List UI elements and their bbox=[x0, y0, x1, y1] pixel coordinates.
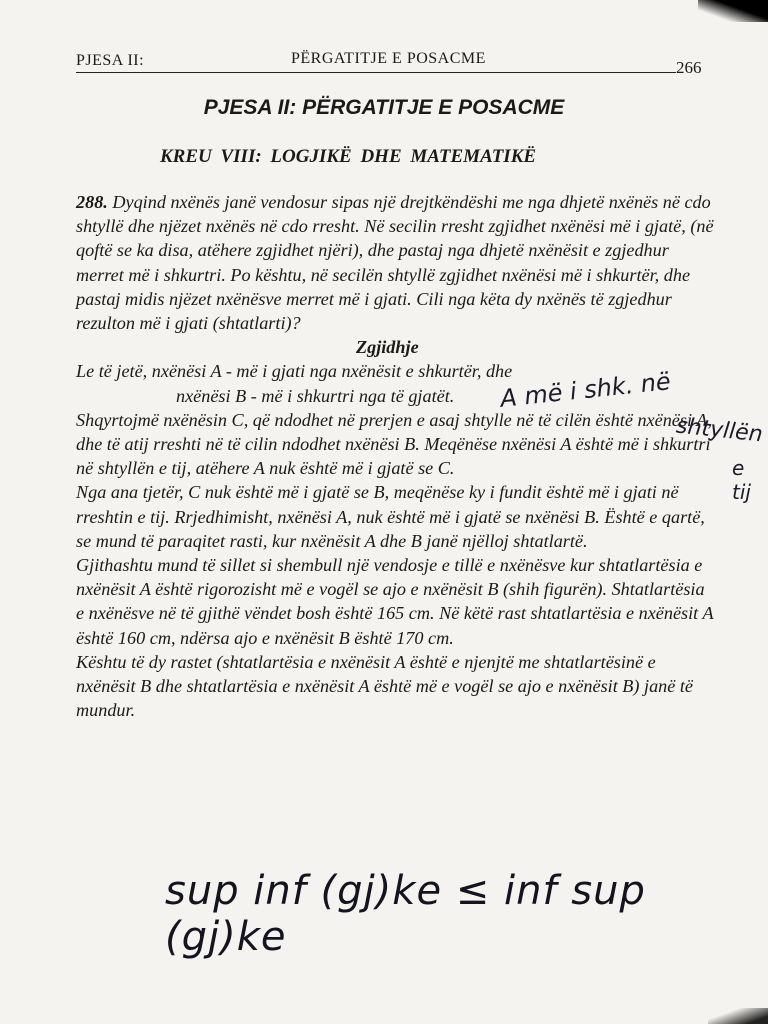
solution-paragraph-2: Nga ana tjetër, C nuk është më i gjatë se B, meqënëse ky i fundit është më i gjati në rreshtin e tij. Rrjedhimisht, nxënësi A, nuk është më i gjatë se nxënësi B. Është e qartë, se mund të paraqitet rasti, kur nxënësit A dhe B janë njëlloj shtatlartë. bbox=[76, 482, 705, 551]
header-center: PËRGATITJE E POSACME bbox=[291, 50, 486, 67]
page-corner-shadow bbox=[698, 0, 768, 22]
handwritten-note-1: A më i shk. në bbox=[499, 367, 672, 413]
solution-paragraph-1: Shqyrtojmë nxënësin C, që ndodhet në prerjen e asaj shtylle në të cilën është nxënësi A, dhe të atij rreshti në të cilin ndodhet nxënësi B. Meqënëse nxënësi A është më i shkurtri në shtyllën e tij, atëhere A nuk është më i gjatë se C. bbox=[76, 409, 712, 479]
solution-line-2: nxënësi B - më i shkurtri nga të gjatët. bbox=[176, 385, 455, 406]
solution-paragraph-4: Kështu të dy rastet (shtatlartësia e nxënësit A është e njenjtë me shtatlartësinë e nxënësit B dhe shtatlartësia e nxënësit A është më e vogël se ajo e nxënësit B) janë të mundur. bbox=[76, 651, 694, 721]
problem-statement bbox=[76, 190, 716, 335]
chapter-title: KREU VIII: LOGJIKË DHE MATEMATIKË bbox=[160, 146, 537, 167]
part-title: PJESA II: PËRGATITJE E POSACME bbox=[203, 96, 565, 119]
problem-text: Dyqind nxënës janë vendosur sipas një drejtkëndëshi me nga dhjetë nxënës në cdo shtyllë dhe njëzet nxënës në cdo rresht. Në secilin rresht zgjidhet nxënësi më i gjatë, (në qoftë se ka disa, atëhere zgjidhet njëri), dhe pastaj nga dhjetë nxënësit e zgjedhur merret më i shkurtri. Po kështu, në secilën shtyllë zgjidhet nxënësi më i shkurtër, dhe pastaj midis njëzet nxënësve merret më i gjati. Cili nga këta dy nxënës të zgjedhur rezulton më i gjati (shtatlarti)? bbox=[76, 192, 714, 334]
solution-line-1: Le të jetë, nxënësi A - më i gjati nga nxënësit e shkurtër, dhe bbox=[76, 361, 513, 382]
handwritten-note-2: shtyllën bbox=[674, 413, 764, 448]
running-header bbox=[76, 50, 676, 73]
handwritten-note-3: e tij bbox=[732, 456, 751, 504]
page-corner-bottom bbox=[708, 1008, 768, 1024]
header-left: PJESA II: bbox=[76, 52, 145, 69]
handwritten-formula: sup inf (gj)ke ≤ inf sup (gj)ke bbox=[165, 868, 646, 960]
problem-number: 288. bbox=[76, 192, 108, 212]
body-text bbox=[76, 190, 716, 722]
solution-heading: Zgjidhje bbox=[356, 337, 419, 358]
solution-paragraph-3: Gjithashtu mund të sillet si shembull një vendosje e tillë e nxënësve kur shtatlartësia e nxënësit A është rigorozisht më e vogël se ajo e nxënësit B (shih figurën). Shtatlartësia e nxënësve në të gjithë vëndet bosh është 165 cm. Në këtë rast shtatlartësia e nxënësit A është 160 cm, ndërsa ajo e nxënësit B është 170 cm. bbox=[76, 555, 714, 648]
page-number: 266 bbox=[676, 58, 702, 77]
